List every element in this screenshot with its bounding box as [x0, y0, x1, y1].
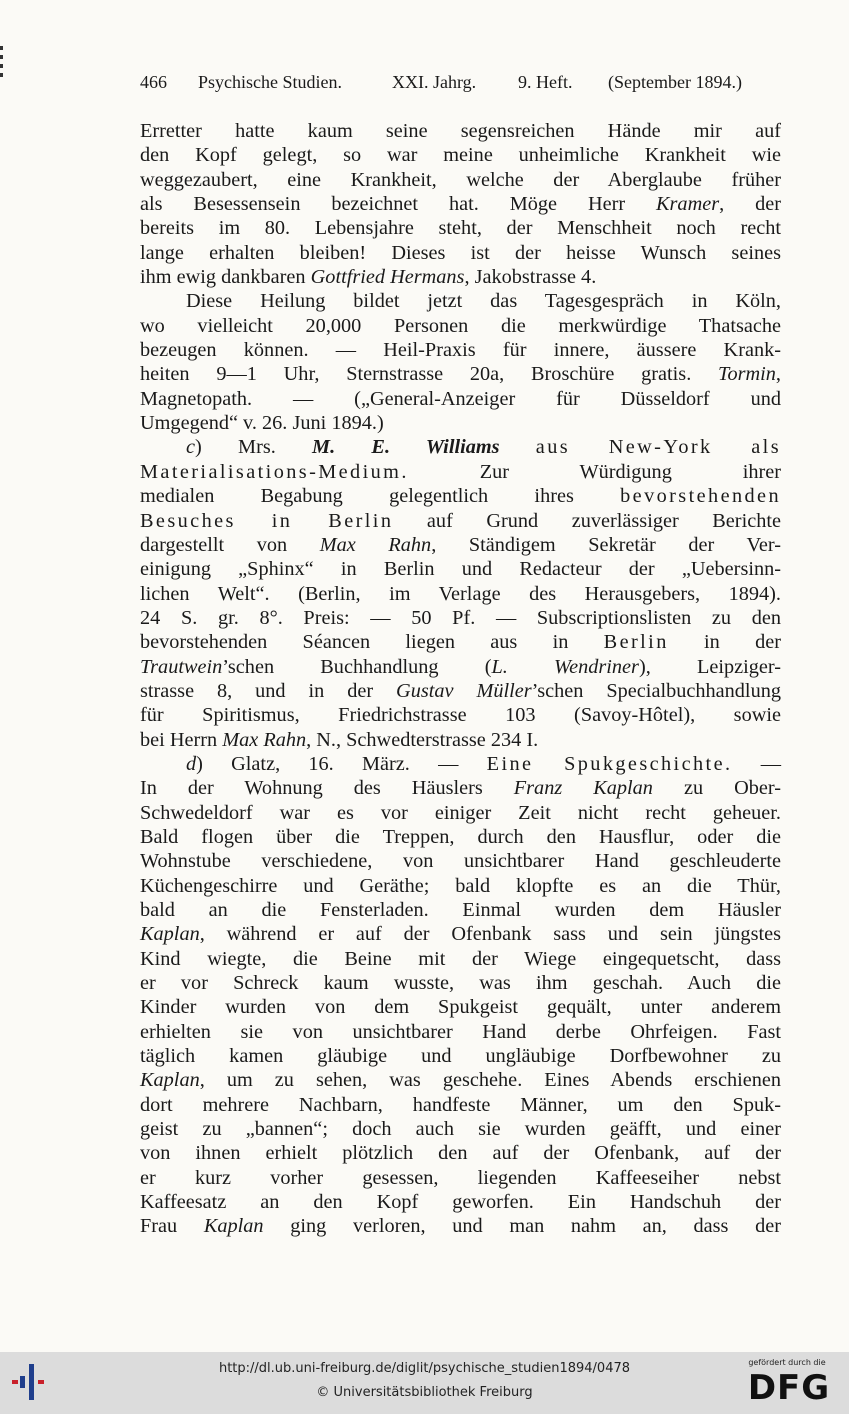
text-run: Schwedeldorf war es vor einiger Zeit nicht recht geheuer.	[140, 801, 781, 824]
dfg-logo: DFG	[747, 1368, 831, 1408]
text-run: M. E. Williams	[312, 436, 500, 459]
text-line	[140, 1117, 781, 1141]
text-run: ) Mrs.	[195, 436, 313, 459]
text-run: ,	[775, 363, 781, 386]
text-run: L. Wendriner	[491, 655, 639, 678]
text-run: zu Ober-	[652, 777, 781, 800]
text-line	[140, 898, 781, 922]
text-run: bezeugen können. — Heil-Praxis für innere, äussere Krank-	[140, 339, 781, 362]
text-line	[140, 1166, 781, 1190]
text-run: ’schen Buchhandlung (	[222, 655, 492, 678]
text-line	[140, 922, 781, 946]
text-run: erhielten sie von unsichtbarer Hand derbe Ohrfeigen. Fast	[140, 1020, 781, 1043]
text-line	[140, 606, 781, 630]
text-run: Besuches in Berlin	[140, 509, 394, 532]
text-run: bei Herrn	[140, 728, 223, 751]
text-run: lange erhalten bleiben! Dieses ist der heisse Wunsch seines	[140, 241, 781, 264]
text-run: Gustav Müller	[396, 679, 532, 702]
text-run: Max Rahn	[319, 533, 432, 556]
text-line	[140, 1093, 781, 1117]
text-line	[140, 874, 781, 898]
text-run: , Ständigem Sekretär der Ver-	[431, 533, 782, 556]
text-run: dort mehrere Nachbarn, handfeste Männer, um den Spuk-	[140, 1093, 781, 1116]
text-line	[140, 995, 781, 1019]
scan-edge-mark	[0, 46, 3, 82]
text-run: Gottfried Hermans	[310, 266, 465, 289]
text-line	[140, 460, 781, 484]
text-run: medialen Begabung gelegentlich ihres	[140, 485, 621, 508]
text-line	[140, 411, 781, 435]
footer-bar	[0, 1352, 849, 1414]
text-run: in der	[668, 631, 781, 654]
text-run: , der	[719, 193, 781, 216]
text-line	[140, 192, 781, 216]
text-run: c	[186, 436, 196, 459]
journal-title: Psychische Studien.	[198, 72, 342, 92]
text-run: Wohnstube verschiedene, von unsichtbarer Hand geschleuderte	[140, 850, 781, 873]
text-run: strasse 8, und in der	[140, 679, 397, 702]
text-line	[140, 557, 781, 581]
text-run: Tormin	[718, 363, 776, 386]
text-line	[140, 849, 781, 873]
text-run: für Spiritismus, Friedrichstrasse 103 (Savoy-Hôtel), sowie	[140, 704, 781, 727]
text-run: heiten 9—1 Uhr, Sternstrasse 20a, Broschüre gratis.	[140, 363, 719, 386]
text-run: Magnetopath. — („General-Anzeiger für Düsseldorf und	[140, 387, 781, 410]
text-line	[140, 1068, 781, 1092]
text-line	[140, 509, 781, 533]
text-run: geist zu „bannen“; doch auch sie wurden geäfft, und einer	[140, 1118, 781, 1141]
text-line	[140, 679, 781, 703]
text-run: Kaplan	[203, 1215, 264, 1238]
text-line	[140, 728, 781, 752]
text-line	[140, 947, 781, 971]
text-run: Franz Kaplan	[513, 777, 653, 800]
text-line	[140, 776, 781, 800]
text-line	[140, 752, 781, 776]
text-line	[140, 338, 781, 362]
text-line	[140, 435, 781, 459]
text-line	[140, 825, 781, 849]
text-run: bereits im 80. Lebensjahre steht, der Menschheit noch recht	[140, 217, 781, 240]
text-line	[140, 971, 781, 995]
text-run: Küchengeschirre und Geräthe; bald klopfte es an die Thür,	[140, 874, 781, 897]
footer-url-link[interactable]: http://dl.ub.uni-freiburg.de/diglit/psychische_studien1894/0478	[218, 1361, 631, 1376]
text-run: bevorstehenden Séancen liegen aus in	[140, 631, 604, 654]
text-line	[140, 1020, 781, 1044]
text-run: Umgegend“ v. 26. Juni 1894.)	[140, 412, 384, 435]
text-line	[140, 655, 781, 679]
text-run: Trautwein	[140, 655, 223, 678]
text-run: weggezaubert, eine Krankheit, welche der Aberglaube früher	[140, 168, 781, 191]
body-text	[140, 119, 781, 1239]
text-run: Kind wiegte, die Beine mit der Wiege eingequetscht, dass	[140, 947, 781, 970]
text-run	[500, 436, 536, 458]
text-run: ) Glatz, 16. März. —	[196, 752, 487, 775]
text-line	[140, 241, 781, 265]
volume-label: XXI. Jahrg.	[392, 72, 477, 92]
text-line	[140, 362, 781, 386]
text-line	[140, 314, 781, 338]
text-run: von ihnen erhielt plötzlich den auf der Ofenbank, auf der	[140, 1142, 781, 1165]
text-run: Eine Spukgeschichte.	[486, 752, 733, 775]
text-run: , während er auf der Ofenbank sass und sein jüngstes	[199, 923, 781, 946]
text-run: als Besessensein bezeichnet hat. Möge Herr	[140, 193, 657, 216]
text-line	[140, 143, 781, 167]
text-run: einigung „Sphinx“ in Berlin und Redacteur der „Uebersinn-	[140, 558, 781, 581]
text-line	[140, 484, 781, 508]
text-line	[140, 582, 781, 606]
text-run: auf Grund zuverlässiger Berichte	[393, 509, 781, 532]
text-run: Zur Würdigung ihrer	[408, 460, 781, 483]
text-run: Diese Heilung bildet jetzt das Tagesgespräch in Köln,	[186, 290, 781, 313]
text-line	[140, 533, 781, 557]
text-run: aus New-York als	[535, 436, 781, 459]
text-run: ging verloren, und man nahm an, dass der	[263, 1215, 781, 1238]
text-run: Kaplan	[140, 1069, 200, 1092]
text-run: täglich kamen gläubige und ungläubige Dorfbewohner zu	[140, 1045, 781, 1068]
text-line	[140, 1044, 781, 1068]
text-run: ), Leipziger-	[638, 655, 781, 678]
text-run: d	[186, 752, 197, 775]
text-run: In der Wohnung des Häuslers	[140, 777, 514, 800]
text-line	[140, 216, 781, 240]
text-run: Kramer	[656, 193, 720, 216]
footer-copyright: © Universitätsbibliothek Freiburg	[316, 1385, 533, 1400]
text-run: wo vielleicht 20,000 Personen die merkwürdige Thatsache	[140, 314, 781, 337]
text-run: , N., Schwedterstrasse 234 I.	[306, 728, 539, 751]
issue-date: (September 1894.)	[608, 72, 742, 92]
text-run: ihm ewig dankbaren	[140, 266, 311, 289]
text-run: bevorstehenden	[620, 485, 781, 508]
text-line	[140, 630, 781, 654]
text-run: den Kopf gelegt, so war meine unheimliche Krankheit wie	[140, 144, 781, 167]
dfg-caption: gefördert durch die	[748, 1358, 826, 1367]
text-run: , Jakobstrasse 4.	[464, 266, 597, 289]
text-line	[140, 703, 781, 727]
text-line	[140, 387, 781, 411]
text-line	[140, 1214, 781, 1238]
text-line	[140, 265, 781, 289]
text-run: er vor Schreck kaum wusste, was ihm geschah. Auch die	[140, 972, 781, 995]
text-run: er kurz vorher gesessen, liegenden Kaffeeseiher nebst	[140, 1166, 781, 1189]
text-run: Kaffeesatz an den Kopf geworfen. Ein Handschuh der	[140, 1191, 781, 1214]
text-line	[140, 1190, 781, 1214]
text-run: Materialisations-Medium.	[140, 460, 409, 483]
text-run: 24 S. gr. 8°. Preis: — 50 Pf. — Subscriptionslisten zu den	[140, 606, 781, 629]
text-run: Kaplan	[140, 923, 200, 946]
text-run: Kinder wurden von dem Spukgeist gequält, unter anderem	[140, 996, 781, 1019]
issue-label: 9. Heft.	[518, 72, 573, 92]
page-number: 466	[140, 72, 167, 92]
text-line	[140, 168, 781, 192]
text-line	[140, 119, 781, 143]
text-run: Bald flogen über die Treppen, durch den Hausflur, oder die	[140, 825, 781, 848]
text-run: —	[732, 752, 781, 775]
text-line	[140, 1141, 781, 1165]
text-run: dargestellt von	[140, 533, 320, 556]
text-run: lichen Welt“. (Berlin, im Verlage des Herausgebers, 1894).	[140, 582, 781, 605]
text-run: Erretter hatte kaum seine segensreichen Hände mir auf	[140, 120, 781, 142]
text-run: Berlin	[603, 631, 669, 654]
text-run: Max Rahn	[222, 728, 307, 751]
text-run: Frau	[140, 1215, 204, 1238]
text-run: bald an die Fensterladen. Einmal wurden dem Häusler	[140, 899, 781, 921]
text-line	[140, 801, 781, 825]
text-run: ’schen Specialbuchhandlung	[531, 679, 781, 702]
running-header	[140, 72, 780, 98]
text-line	[140, 289, 781, 313]
text-run: , um zu sehen, was geschehe. Eines Abends erschienen	[199, 1069, 781, 1092]
